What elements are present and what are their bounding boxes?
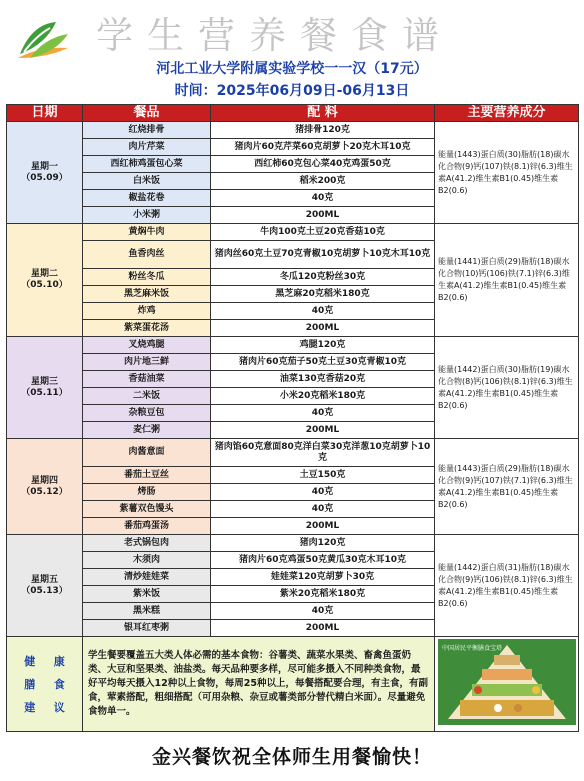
dish-ingredients: 猪肉片60克茄子50克土豆30克青椒10克 [211, 354, 435, 371]
dish-ingredients: 猪肉120克 [211, 535, 435, 552]
dish-name: 番茄土豆丝 [83, 467, 211, 484]
nutrition-info: 能量(1442)蛋白质(30)脂肪(19)碳水化合物(8)钙(106)铁(8.1)锌(6.3)维生素A(41.2)维生素B1(0.45)维生素B2(0.6) [435, 337, 579, 439]
dish-ingredients: 猪肉馅60克意面80克洋白菜30克洋葱10克胡萝卜10克 [211, 439, 435, 467]
day-label: 星期二 [30, 269, 58, 279]
dish-name: 烤肠 [83, 484, 211, 501]
day-label: 星期四 [30, 475, 58, 486]
dish-name: 黄焖牛肉 [83, 224, 211, 241]
nutrition-info: 能量(1443)蛋白质(30)脂肪(18)碳水化合物(9)钙(107)铁(8.1)锌(6.3)维生素A(41.2)维生素B1(0.45)维生素B2(0.6) [435, 122, 579, 224]
column-header-dish: 餐品 [83, 105, 211, 122]
dish-name: 紫薯双色馒头 [83, 501, 211, 518]
dish-name: 二米饭 [83, 388, 211, 405]
day-cell-wednesday [7, 337, 83, 439]
page-title: 学生营养餐食谱 [96, 14, 453, 57]
table-row [7, 337, 579, 354]
dish-name: 麦仁粥 [83, 422, 211, 439]
date-range: 时间：2025年06月09日-06月13日 [174, 83, 410, 99]
dish-name: 黑米糕 [83, 603, 211, 620]
day-label: 星期五 [30, 574, 58, 585]
dish-name: 椒盐花卷 [83, 190, 211, 207]
advice-label-char: 膳 [24, 677, 36, 691]
nutrition-info: 能量(1441)蛋白质(29)脂肪(18)碳水化合物(10)钙(106)铁(7.1)锌(6.3)维生素A(41.2)维生素B1(0.45)维生素B2(0.6) [435, 224, 579, 337]
dish-ingredients: 猪肉丝60克土豆70克青椒10克胡萝卜10克木耳10克 [211, 241, 435, 269]
column-header-nutrition: 主要营养成分 [435, 105, 579, 122]
dish-ingredients: 猪肉片60克芹菜60克胡萝卜20克木耳10克 [211, 139, 435, 156]
menu-table [6, 104, 579, 732]
dish-name: 粉丝冬瓜 [83, 269, 211, 286]
dish-ingredients: 猪排骨120克 [211, 122, 435, 139]
advice-label-char: 建 [24, 700, 36, 714]
day-cell-monday [7, 122, 83, 224]
dish-ingredients: 40克 [211, 501, 435, 518]
dish-ingredients: 冬瓜120克粉丝30克 [211, 269, 435, 286]
dish-name: 白米饭 [83, 173, 211, 190]
dish-name: 小米粥 [83, 207, 211, 224]
food-pyramid-caption: 中国居民平衡膳食宝塔 [441, 645, 502, 652]
day-cell-friday [7, 535, 83, 637]
dish-ingredients: 40克 [211, 190, 435, 207]
dish-name: 清炒娃娃菜 [83, 569, 211, 586]
dish-ingredients: 土豆150克 [211, 467, 435, 484]
dish-name: 黑芝麻米饭 [83, 286, 211, 303]
table-header-row [7, 105, 579, 122]
dish-name: 西红柿鸡蛋包心菜 [83, 156, 211, 173]
day-date: （05.13） [21, 585, 68, 596]
school-name: 河北工业大学附属实验学校一一汉（17元） [156, 61, 428, 77]
advice-label-char: 议 [53, 700, 65, 714]
table-row [7, 122, 579, 139]
dish-name: 银耳红枣粥 [83, 620, 211, 637]
table-row [7, 224, 579, 241]
dish-name: 紫米饭 [83, 586, 211, 603]
dish-ingredients: 200ML [211, 422, 435, 439]
dish-ingredients: 40克 [211, 405, 435, 422]
dish-name: 肉片地三鲜 [83, 354, 211, 371]
advice-row [7, 637, 579, 732]
advice-label [7, 637, 83, 732]
dish-ingredients: 200ML [211, 320, 435, 337]
dish-ingredients: 油菜130克香菇20克 [211, 371, 435, 388]
dish-name: 香菇油菜 [83, 371, 211, 388]
dish-ingredients: 牛肉100克土豆20克香菇10克 [211, 224, 435, 241]
nutrition-info: 能量(1443)蛋白质(29)脂肪(18)碳水化合物(9)钙(107)铁(7.1)锌(6.3)维生素A(41.2)维生素B1(0.45)维生素B2(0.6) [435, 439, 579, 535]
dish-ingredients: 40克 [211, 303, 435, 320]
dish-ingredients: 200ML [211, 620, 435, 637]
dish-ingredients: 40克 [211, 484, 435, 501]
day-cell-thursday [7, 439, 83, 535]
advice-text: 学生餐要覆盖五大类人体必需的基本食物：谷薯类、蔬菜水果类、畜禽鱼蛋奶类、大豆和坚果类、油盐类。每天品种要多样，尽可能多摄入不同种类食物，最好平均每天摄入12种以上食物，每周25种以上，每餐搭配要合理，有主食，有副食，荤素搭配，粗细搭配（可用杂粮、杂豆或薯类部分替代精白米面）。尽量避免食物单一。 [83, 637, 435, 732]
dish-ingredients: 黑芝麻20克稻米180克 [211, 286, 435, 303]
day-label: 星期一 [30, 161, 58, 172]
dish-ingredients: 西红柿60克包心菜40克鸡蛋50克 [211, 156, 435, 173]
dish-ingredients: 娃娃菜120克胡萝卜30克 [211, 569, 435, 586]
day-date: （05.12） [21, 486, 68, 497]
dish-ingredients: 小米20克稻米180克 [211, 388, 435, 405]
day-label: 星期三 [30, 376, 58, 387]
dish-name: 番茄鸡蛋汤 [83, 518, 211, 535]
day-cell-tuesday [7, 224, 83, 337]
food-pyramid-image [435, 637, 579, 732]
dish-name: 木须肉 [83, 552, 211, 569]
day-date: （05.09） [21, 172, 68, 183]
nutrition-info: 能量(1442)蛋白质(31)脂肪(18)碳水化合物(9)钙(106)铁(8.1)锌(6.3)维生素A(41.2)维生素B1(0.45)维生素B2(0.6) [435, 535, 579, 637]
dish-name: 老式锅包肉 [83, 535, 211, 552]
advice-label-char: 健 [24, 654, 36, 668]
day-date: （05.11） [21, 387, 68, 398]
dish-name: 叉烧鸡腿 [83, 337, 211, 354]
table-row [7, 439, 579, 467]
column-header-day: 日期 [7, 105, 83, 122]
day-date: （05.10） [21, 280, 68, 290]
dish-name: 紫菜蛋花汤 [83, 320, 211, 337]
header [0, 0, 584, 104]
dish-ingredients: 紫米20克稻米180克 [211, 586, 435, 603]
dish-name: 肉片芹菜 [83, 139, 211, 156]
column-header-config: 配 料 [211, 105, 435, 122]
dish-ingredients: 40克 [211, 603, 435, 620]
dish-name: 杂粮豆包 [83, 405, 211, 422]
advice-label-char: 食 [53, 677, 65, 691]
dish-ingredients: 猪肉片60克鸡蛋50克黄瓜30克木耳10克 [211, 552, 435, 569]
food-pyramid-icon [438, 639, 576, 725]
dish-name: 炸鸡 [83, 303, 211, 320]
dish-ingredients: 稻米200克 [211, 173, 435, 190]
footer-greeting: 金兴餐饮祝全体师生用餐愉快！ [151, 746, 432, 768]
dish-name: 肉酱意面 [83, 439, 211, 467]
advice-label-char: 康 [53, 654, 65, 668]
dish-name: 红烧排骨 [83, 122, 211, 139]
dish-name: 鱼香肉丝 [83, 241, 211, 269]
dish-ingredients: 200ML [211, 518, 435, 535]
dish-ingredients: 鸡腿120克 [211, 337, 435, 354]
dish-ingredients: 200ML [211, 207, 435, 224]
table-row [7, 535, 579, 552]
leaf-logo-icon [10, 18, 74, 66]
